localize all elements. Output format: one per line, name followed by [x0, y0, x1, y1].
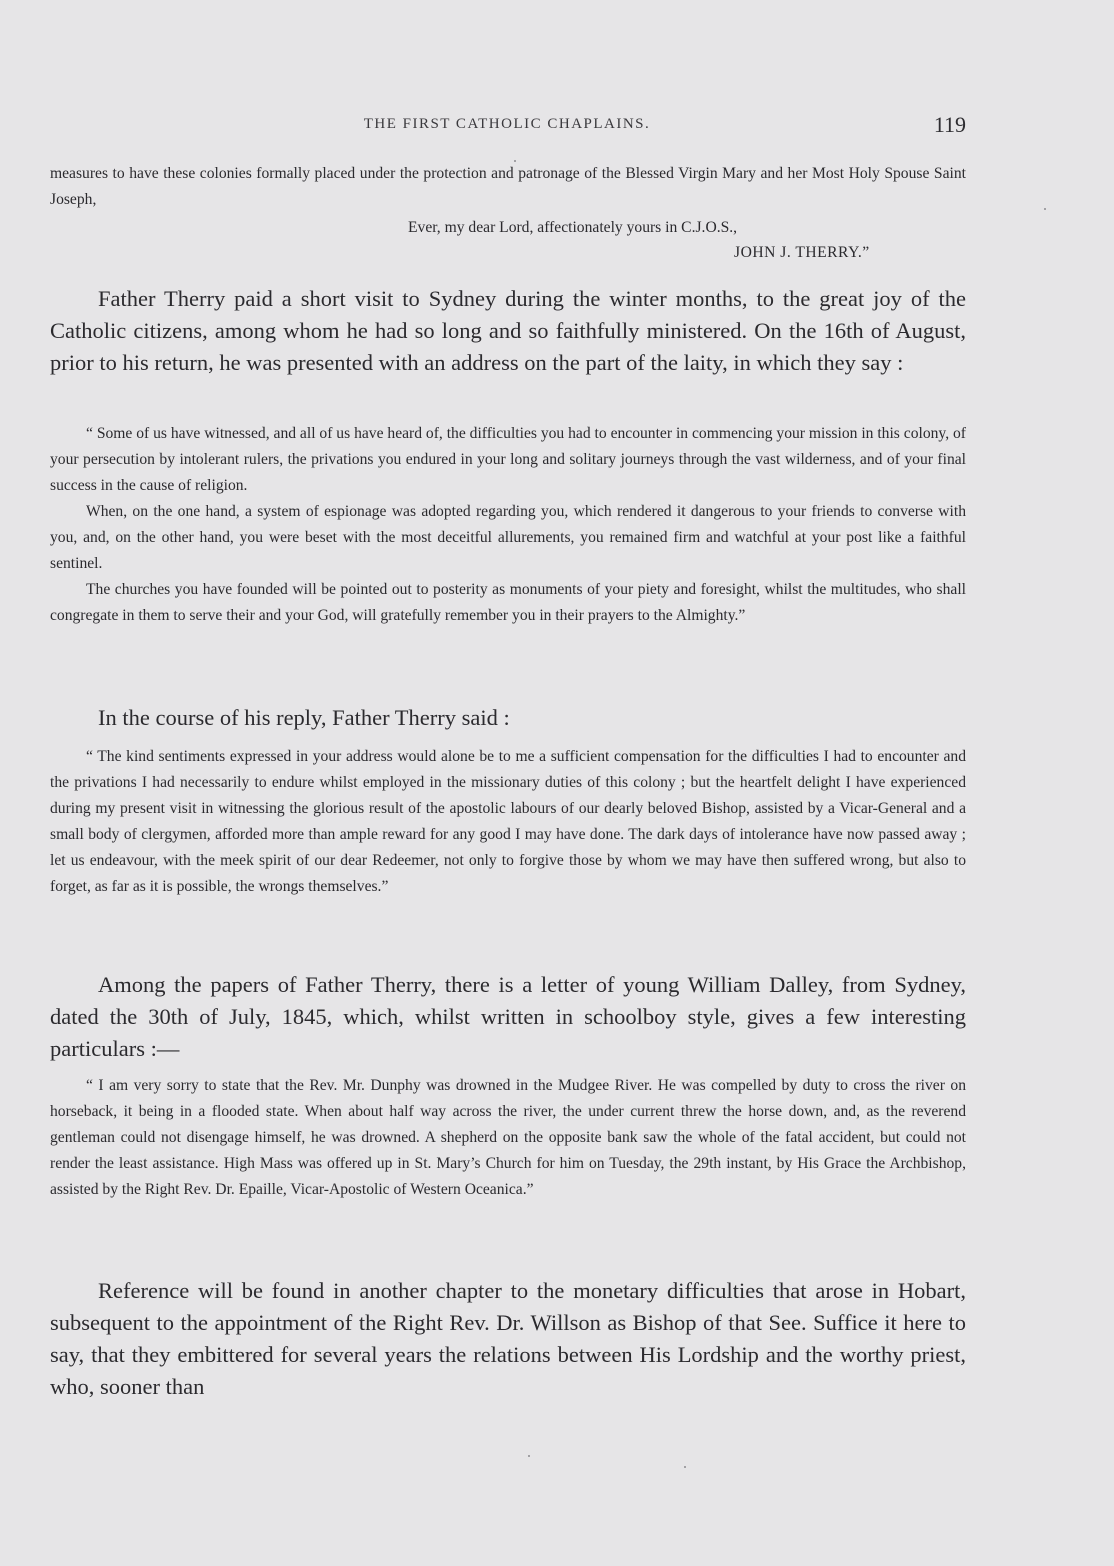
paragraph-visit-text: Father Therry paid a short visit to Sydney during the winter months, to the great joy of the Catholic citizens, among whom he had so long and so faithfully ministered. On the 16th of August, prior to his return, he was presented with an address on the part of the laity, in which they say :: [50, 286, 966, 375]
letter-closing-text: [50, 161, 966, 213]
paragraph-visit: [50, 283, 966, 379]
letter-valediction: Ever, my dear Lord, affectionately yours in C.J.O.S.,: [408, 219, 738, 236]
reply-quote-paragraph: “ The kind sentiments expressed in your address would alone be to me a sufficient compensation for the difficulties I had to encounter and the privations I had necessarily to endure whilst employed in the missionary duties of this colony ; but the heartfelt delight I have experienced during my present visit in witnessing the glorious result of the apostolic labours of our dearly beloved Bishop, assisted by a Vicar-General and a small body of clergymen, afforded more than ample reward for any good I may have done. The dark days of intolerance have now passed away ; let us endeavour, with the meek spirit of our dear Redeemer, not only to forgive those by whom we may have then suffered wrong, but also to forget, as far as it is possible, the wrongs themselves.”: [50, 748, 966, 895]
address-quote-paragraph: The churches you have founded will be pointed out to posterity as monuments of your piety and foresight, whilst the multitudes, who shall congregate in them to serve their and your God, will gratefully remember you in their prayers to the Almighty.”: [50, 581, 966, 624]
running-title: THE FIRST CATHOLIC CHAPLAINS.: [363, 116, 651, 132]
paper-speck: [684, 1466, 686, 1468]
paragraph-dalley-letter-text: Among the papers of Father Therry, there is a letter of young William Dalley, from Sydney, dated the 30th of July, 1845, which, whilst written in schoolboy style, gives a few interesting particulars :—: [50, 972, 966, 1061]
paper-speck: [1044, 208, 1046, 210]
dalley-quote: [50, 1073, 966, 1203]
paragraph-hobart-text: Reference will be found in another chapter to the monetary difficulties that arose in Hobart, subsequent to the appointment of the Right Rev. Dr. Willson as Bishop of that See. Suffice it here to say, that they embittered for several years the relations between His Lordship and the worthy priest, who, sooner than: [50, 1278, 966, 1399]
letter-closing-paragraph: measures to have these colonies formally placed under the protection and patronage of the Blessed Virgin Mary and her Most Holy Spouse Saint Joseph,: [50, 165, 966, 208]
paper-speck: [514, 160, 516, 162]
page-number: 119: [933, 112, 966, 137]
letter-signature: JOHN J. THERRY.”: [734, 244, 870, 261]
address-quote: [50, 421, 966, 629]
paragraph-hobart: [50, 1275, 966, 1403]
address-quote-paragraph: When, on the one hand, a system of espionage was adopted regarding you, which rendered it dangerous to your friends to converse with you, and, on the other hand, you were beset with the most deceitful allurements, you remained firm and watchful at your post like a faithful sentinel.: [50, 503, 966, 572]
paragraph-reply-intro: [50, 702, 966, 734]
paragraph-dalley-letter: [50, 969, 966, 1065]
reply-quote: [50, 744, 966, 900]
address-quote-paragraph: “ Some of us have witnessed, and all of us have heard of, the difficulties you had to encounter in commencing your mission in this colony, of your persecution by intolerant rulers, the privations you endured in your long and solitary journeys through the vast wilderness, and of your final success in the cause of religion.: [50, 425, 966, 494]
paper-speck: [528, 1455, 530, 1457]
page-header: [48, 112, 966, 142]
paragraph-reply-intro-text: In the course of his reply, Father Therry said :: [98, 705, 510, 730]
dalley-quote-paragraph: “ I am very sorry to state that the Rev. Mr. Dunphy was drowned in the Mudgee River. He was compelled by duty to cross the river on horseback, it being in a flooded state. When about half way across the river, the under current threw the horse down, and, as the reverend gentleman could not disengage himself, he was drowned. A shepherd on the opposite bank saw the whole of the fatal accident, but could not render the least assistance. High Mass was offered up in St. Mary’s Church for him on Tuesday, the 29th instant, by His Grace the Archbishop, assisted by the Right Rev. Dr. Epaille, Vicar-Apostolic of Western Oceanica.”: [50, 1077, 966, 1198]
